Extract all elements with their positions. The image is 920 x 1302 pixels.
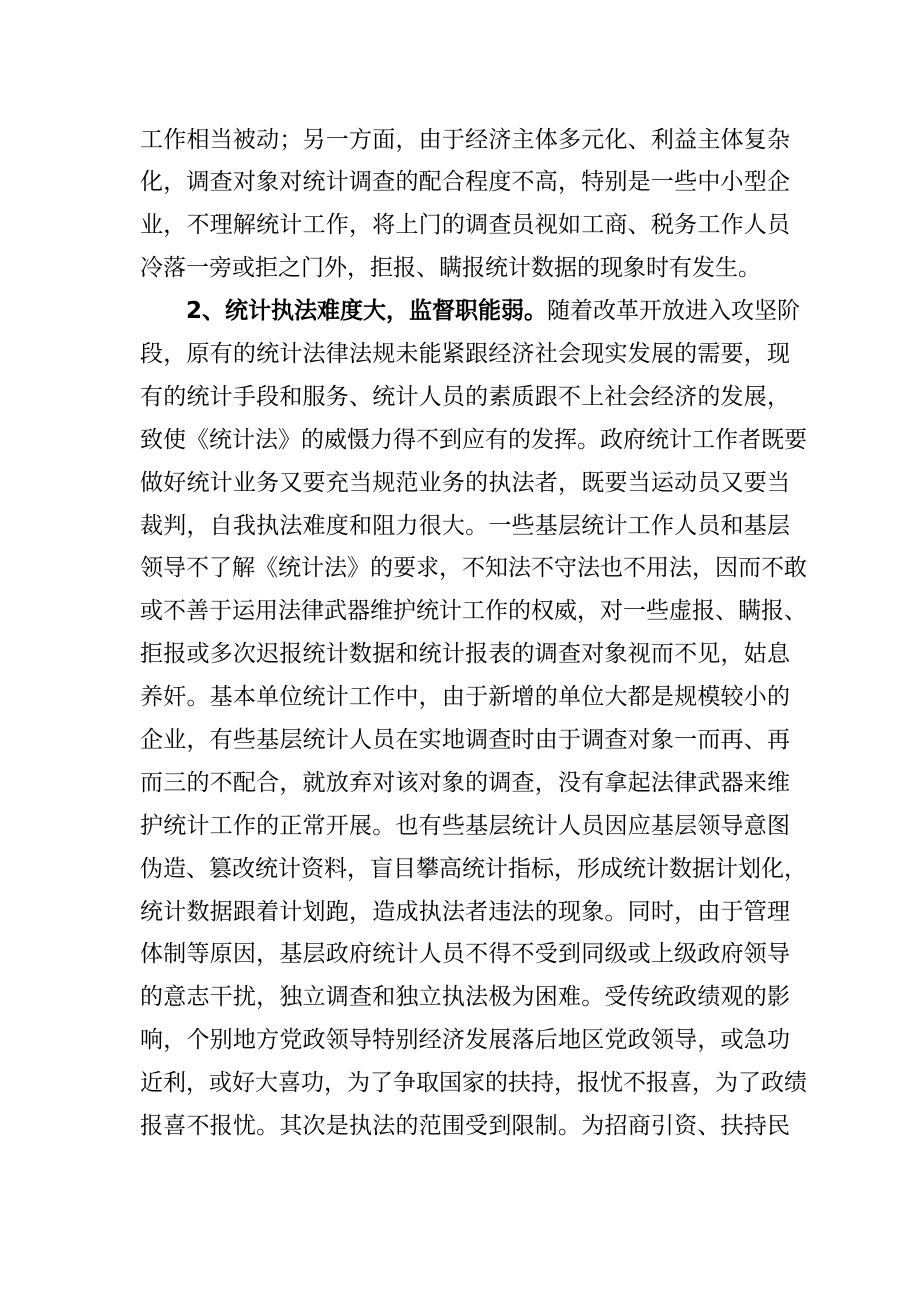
text-line: 体制等原因，基层政府统计人员不得不受到同级或上级政府领导 [140, 941, 790, 967]
text-line: 有的统计手段和服务、统计人员的素质跟不上社会经济的发展， [140, 384, 790, 410]
text-line: 企业，有些基层统计人员在实地调查时由于调查对象一而再、再 [140, 727, 790, 753]
text-line: 拒报或多次迟报统计数据和统计报表的调查对象视而不见，姑息 [140, 641, 790, 667]
text-line: 化，调查对象对统计调查的配合程度不高，特别是一些中小型企 [140, 169, 790, 195]
section-heading: 2、统计执法难度大，监督职能弱。 [186, 298, 548, 324]
section-text: 随着改革开放进入攻坚阶 [547, 298, 801, 324]
text-line: 或不善于运用法律武器维护统计工作的权威，对一些虚报、瞒报、 [140, 598, 807, 624]
text-line: 近利，或好大喜功，为了争取国家的扶持，报忧不报喜，为了政绩 [140, 1070, 807, 1096]
text-line: 响，个别地方党政领导特别经济发展落后地区党政领导，或急功 [140, 1027, 790, 1053]
text-line: 护统计工作的正常开展。也有些基层统计人员因应基层领导意图 [140, 813, 790, 839]
text-line: 报喜不报忧。其次是执法的范围受到限制。为招商引资、扶持民 [140, 1113, 790, 1139]
text-line: 裁判，自我执法难度和阻力很大。一些基层统计工作人员和基层 [140, 513, 790, 539]
text-line: 而三的不配合，就放弃对该对象的调查，没有拿起法律武器来维 [140, 770, 790, 796]
text-line: 段，原有的统计法律法规未能紧跟经济社会现实发展的需要，现 [140, 341, 790, 367]
text-line: 的意志干扰，独立调查和独立执法极为困难。受传统政绩观的影 [140, 984, 790, 1010]
text-line: 统计数据跟着计划跑，造成执法者违法的现象。同时，由于管理 [140, 899, 790, 925]
text-line: 做好统计业务又要充当规范业务的执法者，既要当运动员又要当 [140, 470, 790, 496]
text-line: 领导不了解《统计法》的要求，不知法不守法也不用法，因而不敢 [140, 555, 807, 581]
text-line: 致使《统计法》的威慑力得不到应有的发挥。政府统计工作者既要 [140, 427, 807, 453]
text-line: 工作相当被动；另一方面，由于经济主体多元化、利益主体复杂 [140, 127, 790, 153]
text-line: 伪造、篡改统计资料，盲目攀高统计指标，形成统计数据计划化， [140, 856, 807, 882]
text-line: 养奸。基本单位统计工作中，由于新增的单位大都是规模较小的 [140, 684, 790, 710]
text-line: 业，不理解统计工作，将上门的调查员视如工商、税务工作人员 [140, 212, 790, 238]
section-line [186, 291, 801, 331]
text-line: 冷落一旁或拒之门外，拒报、瞒报统计数据的现象时有发生。 [140, 255, 761, 281]
